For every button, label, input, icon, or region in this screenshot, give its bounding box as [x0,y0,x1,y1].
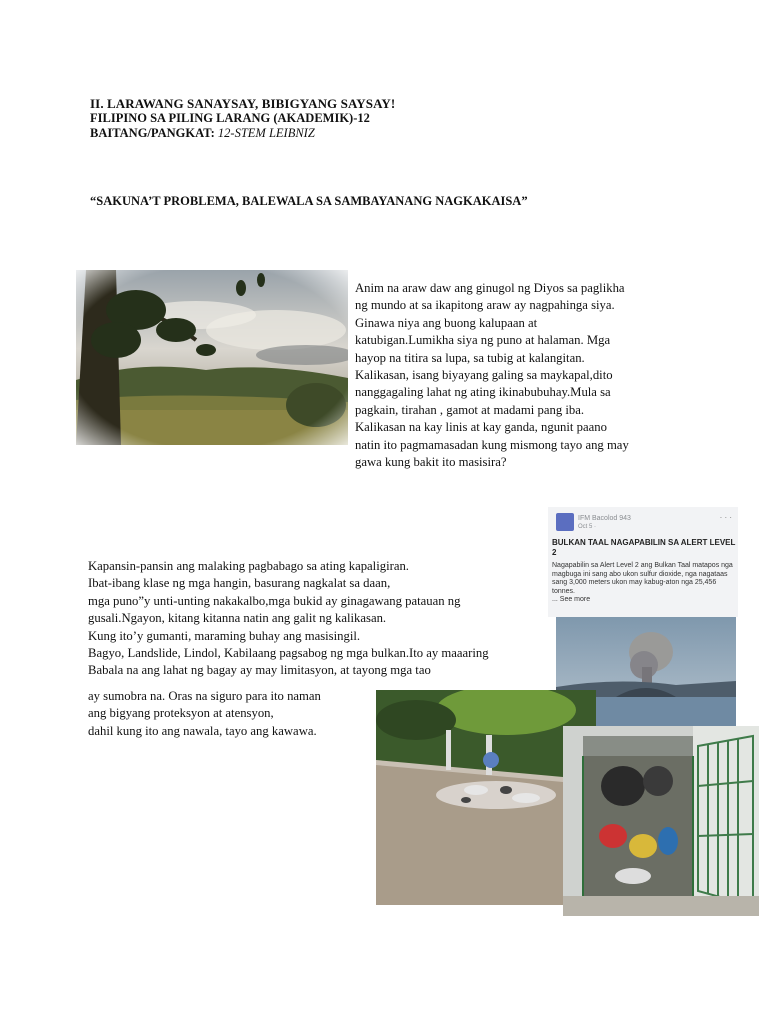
text-line: hayop na titira sa lupa, sa tubig at kalangitan. [355,350,585,365]
grade-section [90,126,315,141]
post-body [552,562,738,605]
subject-heading: FILIPINO SA PILING LARANG (AKADEMIK)-12 [90,111,370,125]
text-line: dahil kung ito ang nawala, tayo ang kawawa. [88,723,317,738]
text-line: Kalikasan, isang biyayang galing sa maykapal,dito [355,368,613,383]
text-line: gusali.Ngayon, kitang kitanna natin ang galit ng kalikasan. [88,611,387,626]
essay-title: “SAKUNA’T PROBLEMA, BALEWALA SA SAMBAYANANG NAGKAKAISA” [90,194,528,208]
news-post-screenshot [548,507,738,617]
post-headline: BULKAN TAAL NAGAPABILIN SA ALERT LEVEL 2 [552,538,736,557]
post-more: · · · [719,513,732,522]
text-line: Anim na araw daw ang ginugol ng Diyos sa paglikha [355,281,625,295]
trash-bin-photo [563,726,759,916]
text-line: Kalikasan na kay linis at kay ganda, ngunit paano [355,420,607,435]
grade-value: 12-STEM LEIBNIZ [217,126,315,140]
text-line: Bagyo, Landslide, Lindol, Kabilaang pagsabog ng mga bulkan.Ito ay maaaring [88,646,489,661]
post-date: Oct 5 · [578,524,597,530]
paragraph-intro [355,280,685,471]
text-line: katubigan.Lumikha siya ng puno at halaman. Mga [355,333,611,348]
text-line: nanggagaling lahat ng ating ikinabubuhay.Mula sa [355,385,611,400]
text-line: ang bigyang proteksyon at atensyon, [88,706,274,721]
text-line: Ibat-ibang klase ng mga hangin, basurang nagkalat sa daan, [88,576,391,591]
section-heading: II. LARAWANG SANAYSAY, BIBIGYANG SAYSAY! [90,96,396,111]
paragraph-changes [88,558,558,680]
post-body-text: Nagapabilin sa Alert Level 2 ang Bulkan Taal matapos nga magbuga ini sang abo ukon sulfur dioxide, nga nagataas sang 3,000 meters ukon may kabug-aton nga 25,456 tonnes. [552,562,733,595]
post-page-name: IFM Bacolod 943 [578,515,631,522]
text-line: Kung ito’y gumanti, maraming buhay ang masisingil. [88,628,361,643]
paragraph-conclusion [88,688,378,740]
text-line: ng mundo at sa ikapitong araw ay nagpahinga siya. [355,298,615,313]
post-see-more: ... See more [552,596,591,604]
landscape-photo [76,270,348,445]
page-logo-icon [556,513,574,531]
text-line: Ginawa niya ang buong kalupaan at [355,315,538,330]
text-line: gawa kung bakit ito masisira? [355,455,507,470]
text-line: mga puno”y unti-unting nakakalbo,mga bukid ay ginagawang patauan ng [88,593,461,608]
text-line: natin ito pagmamasadan kung mismong tayo ang may [355,437,629,452]
grade-label: BAITANG/PANGKAT: [90,126,218,140]
text-line: pagkain, tirahan , gamot at madami pang iba. [355,402,585,417]
text-line: Kapansin-pansin ang malaking pagbabago sa ating kapaligiran. [88,559,409,573]
text-line: ay sumobra na. Oras na siguro para ito naman [88,689,321,703]
text-line: Babala na ang lahat ng bagay ay may limitasyon, at tayong mga tao [88,663,431,678]
